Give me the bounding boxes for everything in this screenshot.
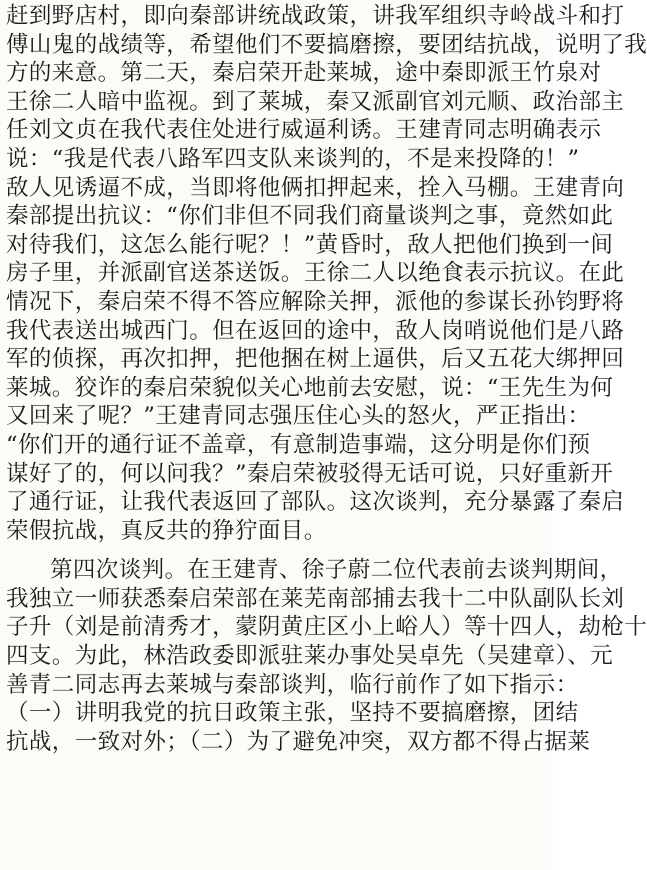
body-text: [6, 2, 647, 756]
text-line: 情况下，秦启荣不得不答应解除关押，派他的参谋长孙钧野将: [6, 288, 625, 315]
text-line: 赶到野店村，即向秦部讲统战政策，讲我军组织寺岭战斗和打: [6, 3, 625, 29]
text-line: 荣假抗战，真反共的狰狞面目。: [6, 517, 327, 544]
text-line: 抗战，一致对外；（二）为了避免冲突，双方都不得占据莱: [6, 728, 591, 755]
text-line: 谋好了的，何以问我？”秦启荣被驳得无话可说，只好重新开: [6, 460, 614, 487]
text-line: 莱城。狡诈的秦启荣貌似关心地前去安慰，说：“王先生为何: [6, 374, 614, 401]
paragraph-fourth-negotiation: [6, 556, 647, 756]
text-line: 善青二同志再去莱城与秦部谈判，临行前作了如下指示：: [6, 671, 579, 698]
text-line: 敌人见诱逼不成，当即将他俩扣押起来，拴入马棚。王建青向: [6, 174, 625, 201]
paragraph-third-negotiation: [6, 2, 647, 545]
text-line: 对待我们，这怎么能行呢？！”黄昏时，敌人把他们换到一间: [6, 231, 614, 258]
text-line: 王徐二人暗中监视。到了莱城，秦又派副官刘元顺、政治部主: [6, 88, 625, 115]
text-line: 秦部提出抗议：“你们非但不同我们商量谈判之事，竟然如此: [6, 203, 614, 230]
text-line: 傅山鬼的战绩等，希望他们不要搞磨擦，要团结抗战，说明了我: [6, 31, 647, 58]
text-line: 第四次谈判。在王建青、徐子蔚二位代表前去谈判期间，: [50, 557, 623, 584]
text-line: 四支。为此，林浩政委即派驻莱办事处吴卓先（吴建章）、元: [6, 643, 614, 670]
text-line: 说：“我是代表八路军四支队来谈判的，不是来投降的！”: [6, 145, 580, 172]
text-line: 任刘文贞在我代表住处进行威逼利诱。王建青同志明确表示: [6, 117, 602, 144]
text-line: 又回来了呢？”王建青同志强压住心头的怒火，严正指出：: [6, 403, 591, 430]
text-line: 我独立一师获悉秦启荣部在莱芜南部捕去我十二中队副队长刘: [6, 585, 625, 612]
text-line: 军的侦探，再次扣押，把他捆在树上逼供，后又五花大绑押回: [6, 346, 625, 373]
text-line: 方的来意。第二天，秦启荣开赴莱城，途中秦即派王竹泉对: [6, 60, 602, 87]
text-line: 子升（刘是前清秀才，蒙阴黄庄区小上峪人）等十四人，劫枪十: [6, 614, 647, 641]
text-line: “你们开的通行证不盖章，有意制造事端，这分明是你们预: [6, 431, 591, 458]
text-line: 我代表送出城西门。但在返回的途中，敌人岗哨说他们是八路: [6, 317, 625, 344]
text-line: 了通行证，让我代表返回了部队。这次谈判，充分暴露了秦启: [6, 489, 625, 516]
text-line: （一）讲明我党的抗日政策主张，坚持不要搞磨擦，团结: [6, 700, 579, 727]
text-line: 房子里，并派副官送茶送饭。王徐二人以绝食表示抗议。在此: [6, 260, 625, 287]
